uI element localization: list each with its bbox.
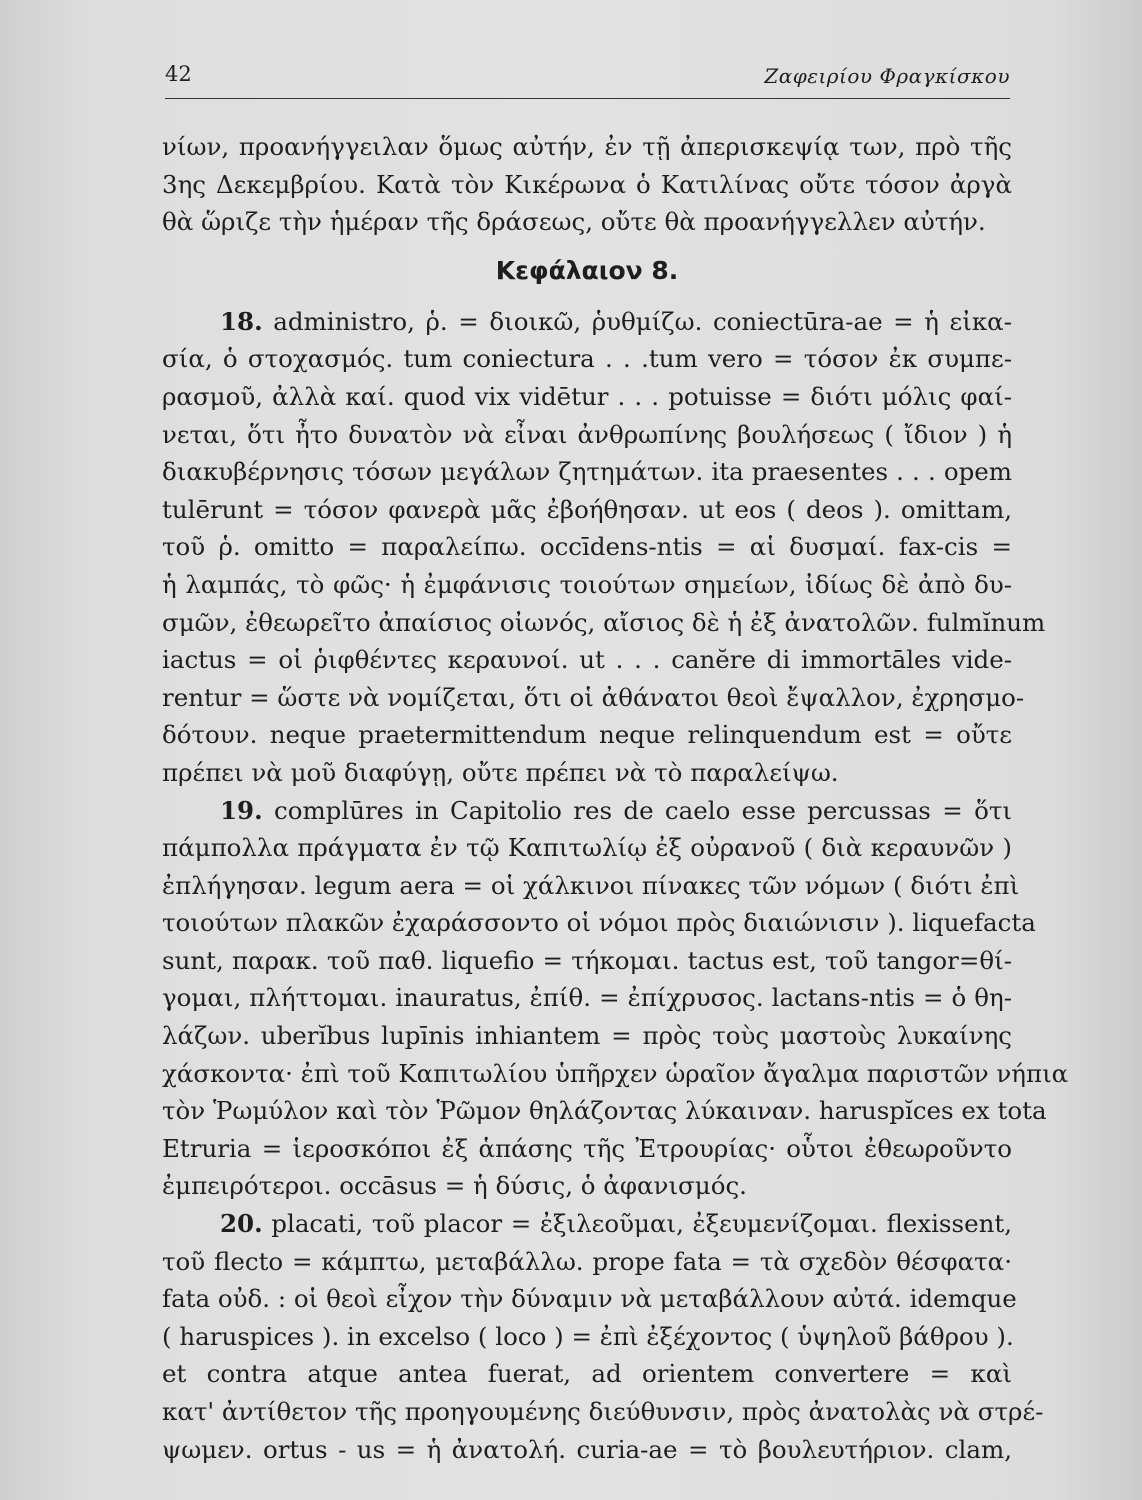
section-19-line: πάμπολλα πράγματα ἐν τῷ Καπιτωλίῳ ἐξ οὐρανοῦ ( διὰ κεραυνῶν ) [162,833,1012,863]
section-18-first-line [162,303,1012,341]
page-header [165,58,1010,99]
section-19-first-line [162,792,1012,830]
intro-line: νίων, προανήγγειλαν ὅμως αὐτήν, ἐν τῇ ἀπερισκεψίᾳ των, πρὸ τῆς [162,132,1012,161]
section-19-line: γομαι, πλήττομαι. inauratus, ἐπίθ. = ἐπίχρυσος. lactans-ntis = ὁ θη- [162,983,1012,1013]
section-18-line: ρασμοῦ, ἀλλὰ καί. quod vix vidētur . . . potuisse = διότι μόλις φαί- [162,381,1012,411]
section-20-line: τοῦ flecto = κάμπτω, μεταβάλλω. prope fata = τὰ σχεδὸν θέσφατα· [162,1246,1012,1276]
section-19-line: sunt, παρακ. τοῦ παθ. liquefio = τήκομαι. tactus est, τοῦ tangor=θί- [162,945,1012,975]
section-text: placati, τοῦ placor = ἐξιλεοῦμαι, ἐξευμενίζομαι. flexissent, [271,1209,1012,1239]
intro-line: 3ης Δεκεμβρίου. Κατὰ τὸν Κικέρωνα ὁ Κατιλίνας οὔτε τόσον ἀργὰ [162,169,1012,199]
section-text: administro, ῥ. = διοικῶ, ῥυθμίζω. coniectūra-ae = ἡ εἰκα- [273,306,1012,336]
section-20-line: fata οὐδ. : οἱ θεοὶ εἶχον τὴν δύναμιν νὰ μεταβάλλουν αὐτά. idemque [162,1284,1017,1314]
section-18-line: διακυβέρνησις τόσων μεγάλων ζητημάτων. ita praesentes . . . opem [162,457,1012,487]
section-number: 18. [220,306,263,336]
section-20-line: ψωμεν. ortus - us = ἡ ἀνατολή. curia-ae = τὸ βουλευτήριον. clam, [162,1434,1012,1464]
section-18-line: δότουν. neque praetermittendum neque relinquendum est = οὔτε [162,720,1012,750]
page-number: 42 [165,62,192,86]
section-19-line: τὸν Ῥωμύλον καὶ τὸν Ῥῶμον θηλάζοντας λύκαιναν. haruspĭces ex tota [162,1096,1047,1126]
section-18-line: πρέπει νὰ μοῦ διαφύγῃ, οὔτε πρέπει νὰ τὸ παραλείψω. [162,757,839,787]
body-text [162,128,1069,1468]
section-18-line: ἡ λαμπάς, τὸ φῶς· ἡ ἐμφάνισις τοιούτων σημείων, ἰδίως δὲ ἀπὸ δυ- [162,569,1012,599]
section-19-line: ἐμπειρότεροι. occāsus = ἡ δύσις, ὁ ἀφανισμός. [162,1171,747,1201]
section-19-line: ἐπλήγησαν. legum aera = οἱ χάλκινοι πίνακες τῶν νόμων ( διότι ἐπὶ [162,870,1020,900]
section-18-line: τοῦ ῥ. omitto = παραλείπω. occīdens-ntis = αἱ δυσμαί. fax-cis = [162,532,1012,562]
section-20-line: et contra atque antea fuerat, ad orientem convertere = καὶ [162,1359,1012,1389]
section-18-line: tulērunt = τόσον φανερὰ μᾶς ἐβοήθησαν. ut eos ( deos ). omittam, [162,494,1012,524]
section-18-line: σία, ὁ στοχασμός. tum coniectura . . .tum vero = τόσον ἐκ συμπε- [162,344,1012,374]
section-18-line: νεται, ὅτι ἦτο δυνατὸν νὰ εἶναι ἀνθρωπίνης βουλήσεως ( ἴδιον ) ἡ [162,419,1012,449]
section-18-line: iactus = οἱ ῥιφθέντες κεραυνοί. ut . . . canĕre di immortāles vide- [162,645,1012,675]
section-19-line: χάσκοντα· ἐπὶ τοῦ Καπιτωλίου ὑπῆρχεν ὡραῖον ἄγαλμα παριστῶν νήπια [162,1058,1069,1088]
section-20-line: ( haruspices ). in excelso ( loco ) = ἐπὶ ἐξέχοντος ( ὑψηλοῦ βάθρου ). [162,1321,1014,1351]
section-18-line: σμῶν, ἐθεωρεῖτο ἀπαίσιος οἰωνός, αἴσιος δὲ ἡ ἐξ ἀνατολῶν. fulmĭnum [162,607,1046,637]
intro-line: θὰ ὥριζε τὴν ἡμέραν τῆς δράσεως, οὔτε θὰ προανήγγελλεν αὐτήν. [162,207,986,237]
section-20-first-line [162,1205,1012,1243]
chapter-heading: Κεφάλαιον 8. [495,255,679,285]
section-19-line: τοιούτων πλακῶν ἐχαράσσοντο οἱ νόμοι πρὸς διαιώνισιν ). liquefacta [162,908,1036,938]
section-number: 20. [220,1209,263,1239]
section-text: complūres in Capitolio res de caelo esse percussas = ὅτι [273,795,1012,825]
section-19-line: λάζων. uberĭbus lupīnis inhiantem = πρὸς τοὺς μαστοὺς λυκαίνης [162,1021,1012,1051]
section-20-line: κατ' ἀντίθετον τῆς προηγουμένης διεύθυνσιν, πρὸς ἀνατολὰς νὰ στρέ- [162,1397,1044,1426]
section-number: 19. [220,795,263,825]
running-title: Ζαφειρίου Φραγκίσκου [764,64,1010,88]
section-19-line: Etruria = ἱεροσκόποι ἐξ ἁπάσης τῆς Ἐτρουρίας· οὗτοι ἐθεωροῦντο [162,1133,1012,1163]
section-18-line: rentur = ὥστε νὰ νομίζεται, ὅτι οἱ ἀθάνατοι θεοὶ ἔψαλλον, ἐχρησμο- [162,682,1025,712]
